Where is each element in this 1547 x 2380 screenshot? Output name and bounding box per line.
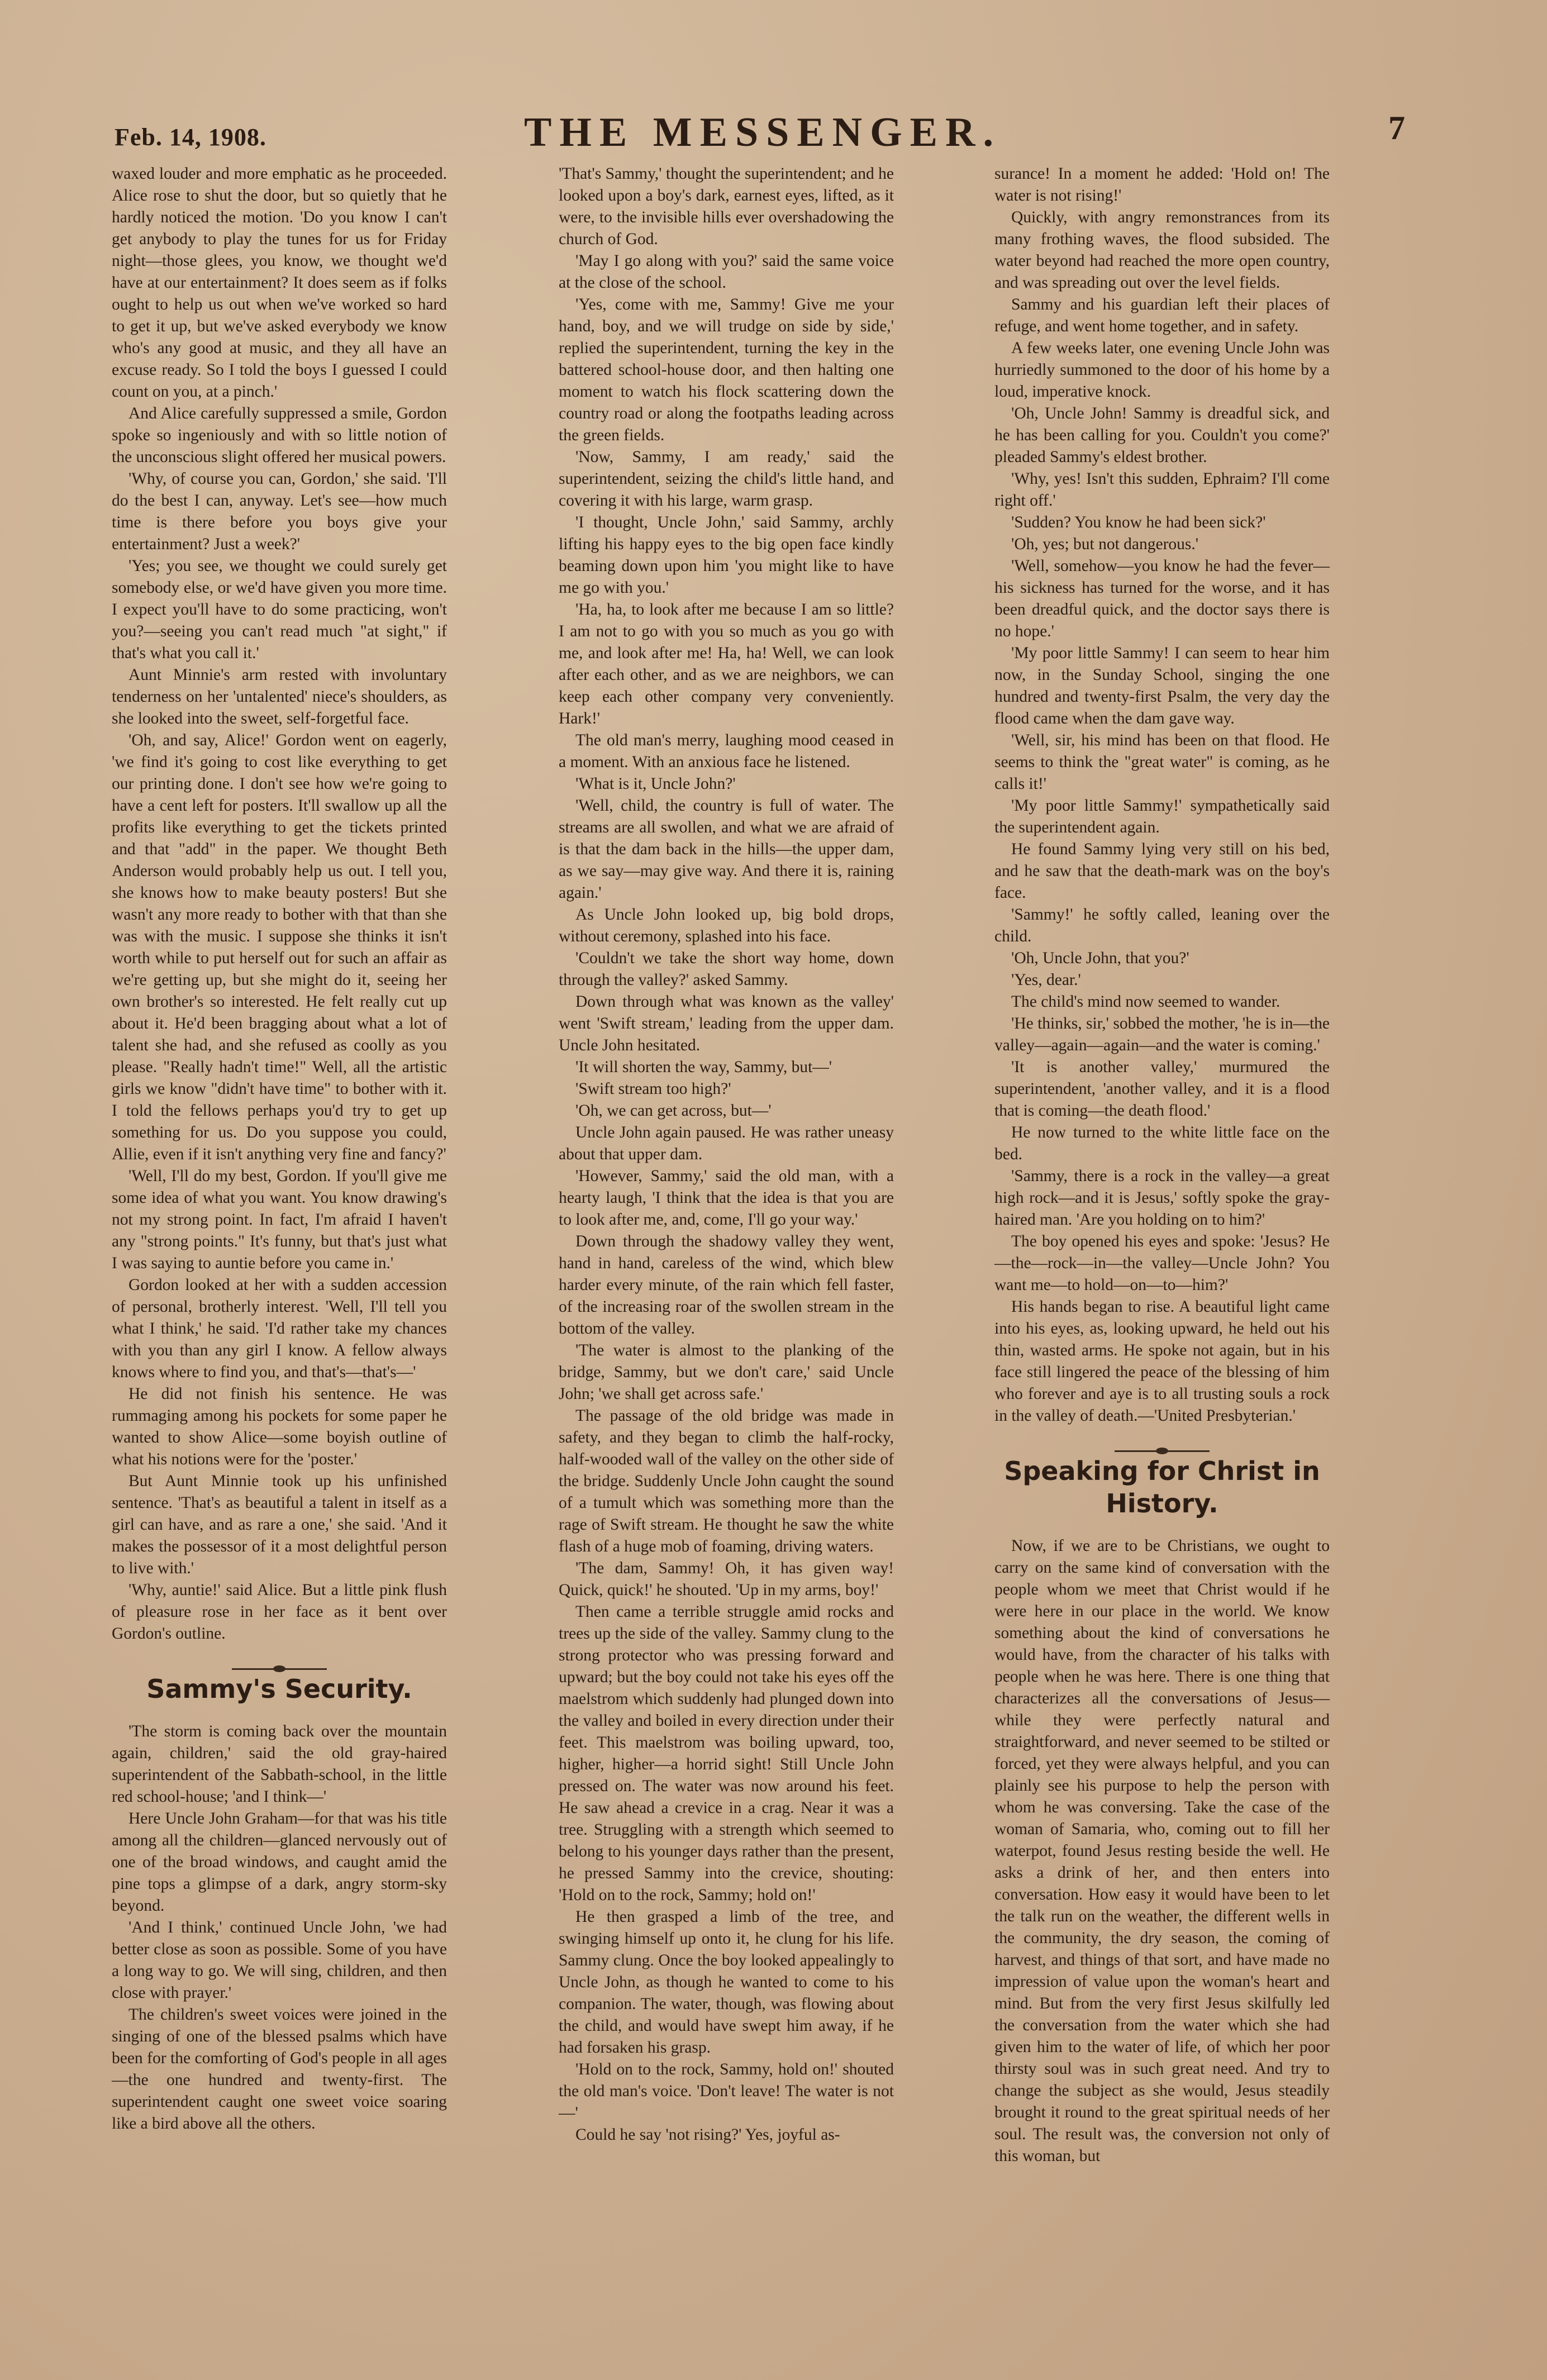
paragraph: 'Sudden? You know he had been sick?' bbox=[1011, 513, 1266, 531]
paragraph: As Uncle John looked up, big bold drops, without ceremony, splashed into his face. bbox=[559, 906, 894, 945]
page-number: 7 bbox=[1388, 110, 1405, 146]
paragraph: The child's mind now seemed to wander. bbox=[1011, 993, 1281, 1011]
paragraph: Quickly, with angry remonstrances from its many frothing waves, the flood subsided. The water beyond had reached the more open country, and was spreading out over the level fields. bbox=[994, 208, 1330, 292]
paragraph: waxed louder and more emphatic as he proceeded. Alice rose to shut the door, but so quietly that he hardly noticed the motion. 'Do you know I can't get anybody to play the tunes for us for Friday night—those glees, you know, we thought we'd have at our entertainment? It does seem as if folks ought to help us out when we've worked so hard to get it up, but we've asked everybody we know who's any good at music, and they all have an excuse ready. So I told the boys I guessed I could count on you, at a pinch.' bbox=[112, 165, 447, 401]
story-continuation bbox=[112, 163, 447, 1645]
paragraph: The children's sweet voices were joined in the singing of one of the blessed psalms which have been for the comforting of God's people in all ages—the one hundred and twenty-first. The superintendent caught one sweet voice soaring like a bird above all the others. bbox=[112, 2006, 447, 2133]
paragraph: And Alice carefully suppressed a smile, Gordon spoke so ingeniously and with so little notion of the unconscious slight offered her musical powers. bbox=[112, 404, 447, 466]
newspaper-title: THE MESSENGER. bbox=[524, 110, 1001, 155]
paragraph: 'The storm is coming back over the mountain again, children,' said the old gray-haired superintendent of the Sabbath-school, in the little red school-house; 'and I think—' bbox=[112, 1722, 447, 1806]
article-body bbox=[994, 1535, 1330, 2167]
section-divider bbox=[994, 1439, 1330, 1447]
paragraph: Gordon looked at her with a sudden accession of personal, brotherly interest. 'Well, I'll tell you what I think,' he said. 'I'd rather take my chances with you than any girl I know. A fellow always knows where to find you, and that's—that's—' bbox=[112, 1276, 447, 1381]
paragraph: 'The dam, Sammy! Oh, it has given way! Quick, quick!' he shouted. 'Up in my arms, boy!' bbox=[559, 1559, 894, 1599]
column-3 bbox=[994, 163, 1330, 2167]
paragraph: 'May I go along with you?' said the same voice at the close of the school. bbox=[559, 252, 894, 292]
paragraph: 'Hold on to the rock, Sammy, hold on!' shouted the old man's voice. 'Don't leave! The water is not—' bbox=[559, 2060, 894, 2122]
paragraph: The old man's merry, laughing mood ceased in a moment. With an anxious face he listened. bbox=[559, 731, 894, 771]
paragraph: 'Oh, Uncle John! Sammy is dreadful sick, and he has been calling for you. Couldn't you come?' pleaded Sammy's eldest brother. bbox=[994, 404, 1330, 466]
article-heading: Speaking for Christ in History. bbox=[1004, 1456, 1320, 1519]
paragraph: 'However, Sammy,' said the old man, with a hearty laugh, 'I think that the idea is that you are to look after me, and, come, I'll go your way.' bbox=[559, 1167, 894, 1229]
column-2 bbox=[559, 163, 894, 2146]
paragraph: Down through what was known as the valley' went 'Swift stream,' leading from the upper dam. Uncle John hesitated. bbox=[559, 993, 894, 1054]
paragraph: Now, if we are to be Christians, we ought to carry on the same kind of conversation with the people whom we meet that Christ would if he were here in our place in the world. We know something about the kind of conversations he would have, from the character of his talks with people when he was here. There is one thing that characterizes all the conversations of Jesus—while they were perfectly natural and straightforward, and never seemed to be stilted or forced, yet they were always helpful, and you can plainly see his purpose to help the person with whom he was conversing. Take the case of the woman of Samaria, who, coming out to fill her waterpot, found Jesus resting beside the well. He asks a drink of her, and then enters into conversation. How easy it would have been to let the talk run on the weather, the different wells in the community, the dry season, the coming of harvest, and things of that sort, and have made no impression of value upon the woman's heart and mind. But from the very first Jesus skilfully led the conversation from the water which she had given him to the water of life, of which her poor thirsty soul was in such great need. And try to change the subject as she would, Jesus steadily brought it round to the great spiritual needs of her soul. The result was, the conversion not only of this woman, but bbox=[994, 1537, 1330, 2165]
paragraph: 'Why, auntie!' said Alice. But a little pink flush of pleasure rose in her face as it bent over Gordon's outline. bbox=[112, 1581, 447, 1643]
paragraph: 'That's Sammy,' thought the superintendent; and he looked upon a boy's dark, earnest eyes, lifted, as it were, to the invisible hills ever overshadowing the church of God. bbox=[559, 165, 894, 248]
paragraph: He then grasped a limb of the tree, and swinging himself up onto it, he clung for his life. Sammy clung. Once the boy looked appealingly to Uncle John, as though he wanted to come to his companion. The water, though, was flowing about the child, and would have swept him away, if he had forsaken his grasp. bbox=[559, 1908, 894, 2057]
paragraph: Aunt Minnie's arm rested with involuntary tenderness on her 'untalented' niece's shoulders, as she looked into the sweet, self-forgetful face. bbox=[112, 666, 447, 727]
paragraph: 'Oh, Uncle John, that you?' bbox=[1011, 949, 1189, 967]
story-continuation bbox=[994, 163, 1330, 1427]
paragraph: 'Oh, we can get across, but—' bbox=[575, 1102, 772, 1120]
paragraph: 'Why, of course you can, Gordon,' she said. 'I'll do the best I can, anyway. Let's see—how much time is there before you boys give your entertainment? Just a week?' bbox=[112, 470, 447, 553]
paragraph: 'The water is almost to the planking of the bridge, Sammy, but we don't care,' said Uncle John; 'we shall get across safe.' bbox=[559, 1341, 894, 1403]
paragraph: Then came a terrible struggle amid rocks and trees up the side of the valley. Sammy clung to the strong protector who was pressing forward and upward; but the boy could not take his eyes off the maelstrom which suddenly had plunged down into the valley and boiled in every direction under their feet. This maelstrom was boiling upward, too, higher, higher—a horrid sight! Still Uncle John pressed on. The water was now around his feet. He saw ahead a crevice in a crag. Near it was a tree. Struggling with a strength which seemed to belong to his younger days rather than the present, he pressed Sammy into the crevice, shouting: 'Hold on to the rock, Sammy; hold on!' bbox=[559, 1603, 894, 1904]
paragraph: Here Uncle John Graham—for that was his title among all the children—glanced nervously out of one of the broad windows, and caught amid the pine tops a glimpse of a dark, angry storm-sky beyond. bbox=[112, 1810, 447, 1915]
paragraph: 'Swift stream too high?' bbox=[575, 1080, 731, 1098]
paragraph: His hands began to rise. A beautiful light came into his eyes, as, looking upward, he held out his thin, wasted arms. He spoke not again, but in his face still lingered the peace of the blessing of him who forever and aye is to all trusting souls a rock in the valley of death.—'United Presbyterian.' bbox=[994, 1298, 1330, 1425]
paragraph: 'Well, somehow—you know he had the fever—his sickness has turned for the worse, and it has been dreadful quick, and the doctor says there is no hope.' bbox=[994, 557, 1330, 640]
paragraph: 'My poor little Sammy! I can seem to hear him now, in the Sunday School, singing the one hundred and twenty-first Psalm, the very day the flood came when the dam gave way. bbox=[994, 644, 1330, 727]
paragraph: 'Yes; you see, we thought we could surely get somebody else, or we'd have given you more time. I expect you'll have to do some practicing, won't you?—seeing you can't read much "at sight," if that's what you call it.' bbox=[112, 557, 447, 662]
paragraph: But Aunt Minnie took up his unfinished sentence. 'That's as beautiful a talent in itself as a girl can have, and as rare a one,' she said. 'And it makes the possessor of it a most delightful person to live with.' bbox=[112, 1472, 447, 1577]
paragraph: surance! In a moment he added: 'Hold on! The water is not rising!' bbox=[994, 165, 1330, 204]
article-body bbox=[112, 1721, 447, 2135]
column-1 bbox=[112, 163, 447, 2135]
paragraph: 'Why, yes! Isn't this sudden, Ephraim? I'll come right off.' bbox=[994, 470, 1330, 510]
paragraph: 'What is it, Uncle John?' bbox=[575, 775, 736, 793]
paragraph: 'It is another valley,' murmured the superintendent, 'another valley, and it is a flood that is coming—the death flood.' bbox=[994, 1058, 1330, 1120]
paragraph: Uncle John again paused. He was rather uneasy about that upper dam. bbox=[559, 1124, 894, 1163]
paragraph: 'It will shorten the way, Sammy, but—' bbox=[575, 1058, 832, 1076]
issue-date: Feb. 14, 1908. bbox=[115, 123, 266, 151]
paragraph: He did not finish his sentence. He was rummaging among his pockets for some paper he wanted to show Alice—some boyish outline of what his notions were for the 'poster.' bbox=[112, 1385, 447, 1468]
paragraph: 'Oh, and say, Alice!' Gordon went on eagerly, 'we find it's going to cost like everything to get our printing done. I don't see how we're going to have a cent left for posters. It'll swallow up all the profits like everything to get the tickets printed and that "add" in the paper. We thought Beth Anderson would probably help us out. I tell you, she knows how to make beauty posters! But she wasn't any more ready to bother with that than she was with the music. I suppose she thinks it isn't worth while to put herself out for such an affair as we're getting up, but she might do it, seeing her own brother's so interested. He felt really cut up about it. He'd been bragging about what a lot of talent she had, and she refused as coolly as you please. "Really hadn't time!" Well, all the artistic girls we know "didn't have time" to bother with it. I told the fellows perhaps you'd try to get up something for us. Do you suppose you could, Allie, even if it isn't anything very fine and fancy?' bbox=[112, 731, 447, 1163]
paragraph: 'Ha, ha, to look after me because I am so little? I am not to go with you so much as you go with me, and look after me! Ha, ha! Well, we can look after each other, and as we are neighbors, we can keep each other company very conveniently. Hark!' bbox=[559, 601, 894, 727]
paragraph: The boy opened his eyes and spoke: 'Jesus? He—the—rock—in—the valley—Uncle John? You want me—to hold—on—to—him?' bbox=[994, 1232, 1330, 1294]
article-heading: Sammy's Security. bbox=[146, 1674, 412, 1704]
paragraph: 'My poor little Sammy!' sympathetically said the superintendent again. bbox=[994, 797, 1330, 836]
paragraph: 'I thought, Uncle John,' said Sammy, archly lifting his happy eyes to the big open face kindly beaming down upon him 'you might like to have me go with you.' bbox=[559, 513, 894, 597]
paragraph: He now turned to the white little face on the bed. bbox=[994, 1124, 1330, 1163]
paragraph: 'Well, child, the country is full of water. The streams are all swollen, and what we are afraid of is that the dam back in the hills—the upper dam, as we say—may give way. And there it is, raining again.' bbox=[559, 797, 894, 902]
paragraph: 'And I think,' continued Uncle John, 'we had better close as soon as possible. Some of you have a long way to go. We will sing, children, and then close with prayer.' bbox=[112, 1919, 447, 2002]
paragraph: A few weeks later, one evening Uncle John was hurriedly summoned to the door of his home by a loud, imperative knock. bbox=[994, 339, 1330, 401]
paragraph: 'Couldn't we take the short way home, down through the valley?' asked Sammy. bbox=[559, 949, 894, 989]
section-divider bbox=[112, 1657, 447, 1665]
paragraph: He found Sammy lying very still on his bed, and he saw that the death-mark was on the boy's face. bbox=[994, 840, 1330, 902]
paragraph: Sammy and his guardian left their places of refuge, and went home together, and in safety. bbox=[994, 296, 1330, 335]
paragraph: 'Yes, dear.' bbox=[1011, 971, 1081, 989]
paragraph: 'Oh, yes; but not dangerous.' bbox=[1011, 535, 1199, 553]
paragraph: 'Yes, come with me, Sammy! Give me your hand, boy, and we will trudge on side by side,' replied the superintendent, turning the key in the battered school-house door, and then halting one moment to watch his flock scattering down the country road or along the footpaths leading across the green fields. bbox=[559, 296, 894, 444]
paragraph: 'Sammy!' he softly called, leaning over the child. bbox=[994, 906, 1330, 945]
page-header bbox=[109, 98, 1416, 165]
paragraph: The passage of the old bridge was made in safety, and they began to climb the half-rocky, half-wooded wall of the valley on the other side of the bridge. Suddenly Uncle John caught the sound of a tumult which was something more than the rage of Swift stream. He thought he saw the white flash of a huge mob of foaming, driving waters. bbox=[559, 1407, 894, 1555]
paragraph: 'Well, sir, his mind has been on that flood. He seems to think the "great water" is coming, as he calls it!' bbox=[994, 731, 1330, 793]
paragraph: 'Sammy, there is a rock in the valley—a great high rock—and it is Jesus,' softly spoke the gray-haired man. 'Are you holding on to him?' bbox=[994, 1167, 1330, 1229]
paragraph: 'He thinks, sir,' sobbed the mother, 'he is in—the valley—again—again—and the water is coming.' bbox=[994, 1015, 1330, 1054]
paragraph: 'Well, I'll do my best, Gordon. If you'll give me some idea of what you want. You know drawing's not my strong point. In fact, I'm afraid I haven't any "strong points." It's funny, but that's just what I was saying to auntie before you came in.' bbox=[112, 1167, 447, 1272]
paragraph: 'Now, Sammy, I am ready,' said the superintendent, seizing the child's little hand, and covering it with his large, warm grasp. bbox=[559, 448, 894, 510]
paragraph: Could he say 'not rising?' Yes, joyful as- bbox=[575, 2126, 840, 2144]
paragraph: Down through the shadowy valley they went, hand in hand, careless of the wind, which blew harder every minute, of the rain which fell faster, of the increasing roar of the swollen stream in the bottom of the valley. bbox=[559, 1232, 894, 1337]
